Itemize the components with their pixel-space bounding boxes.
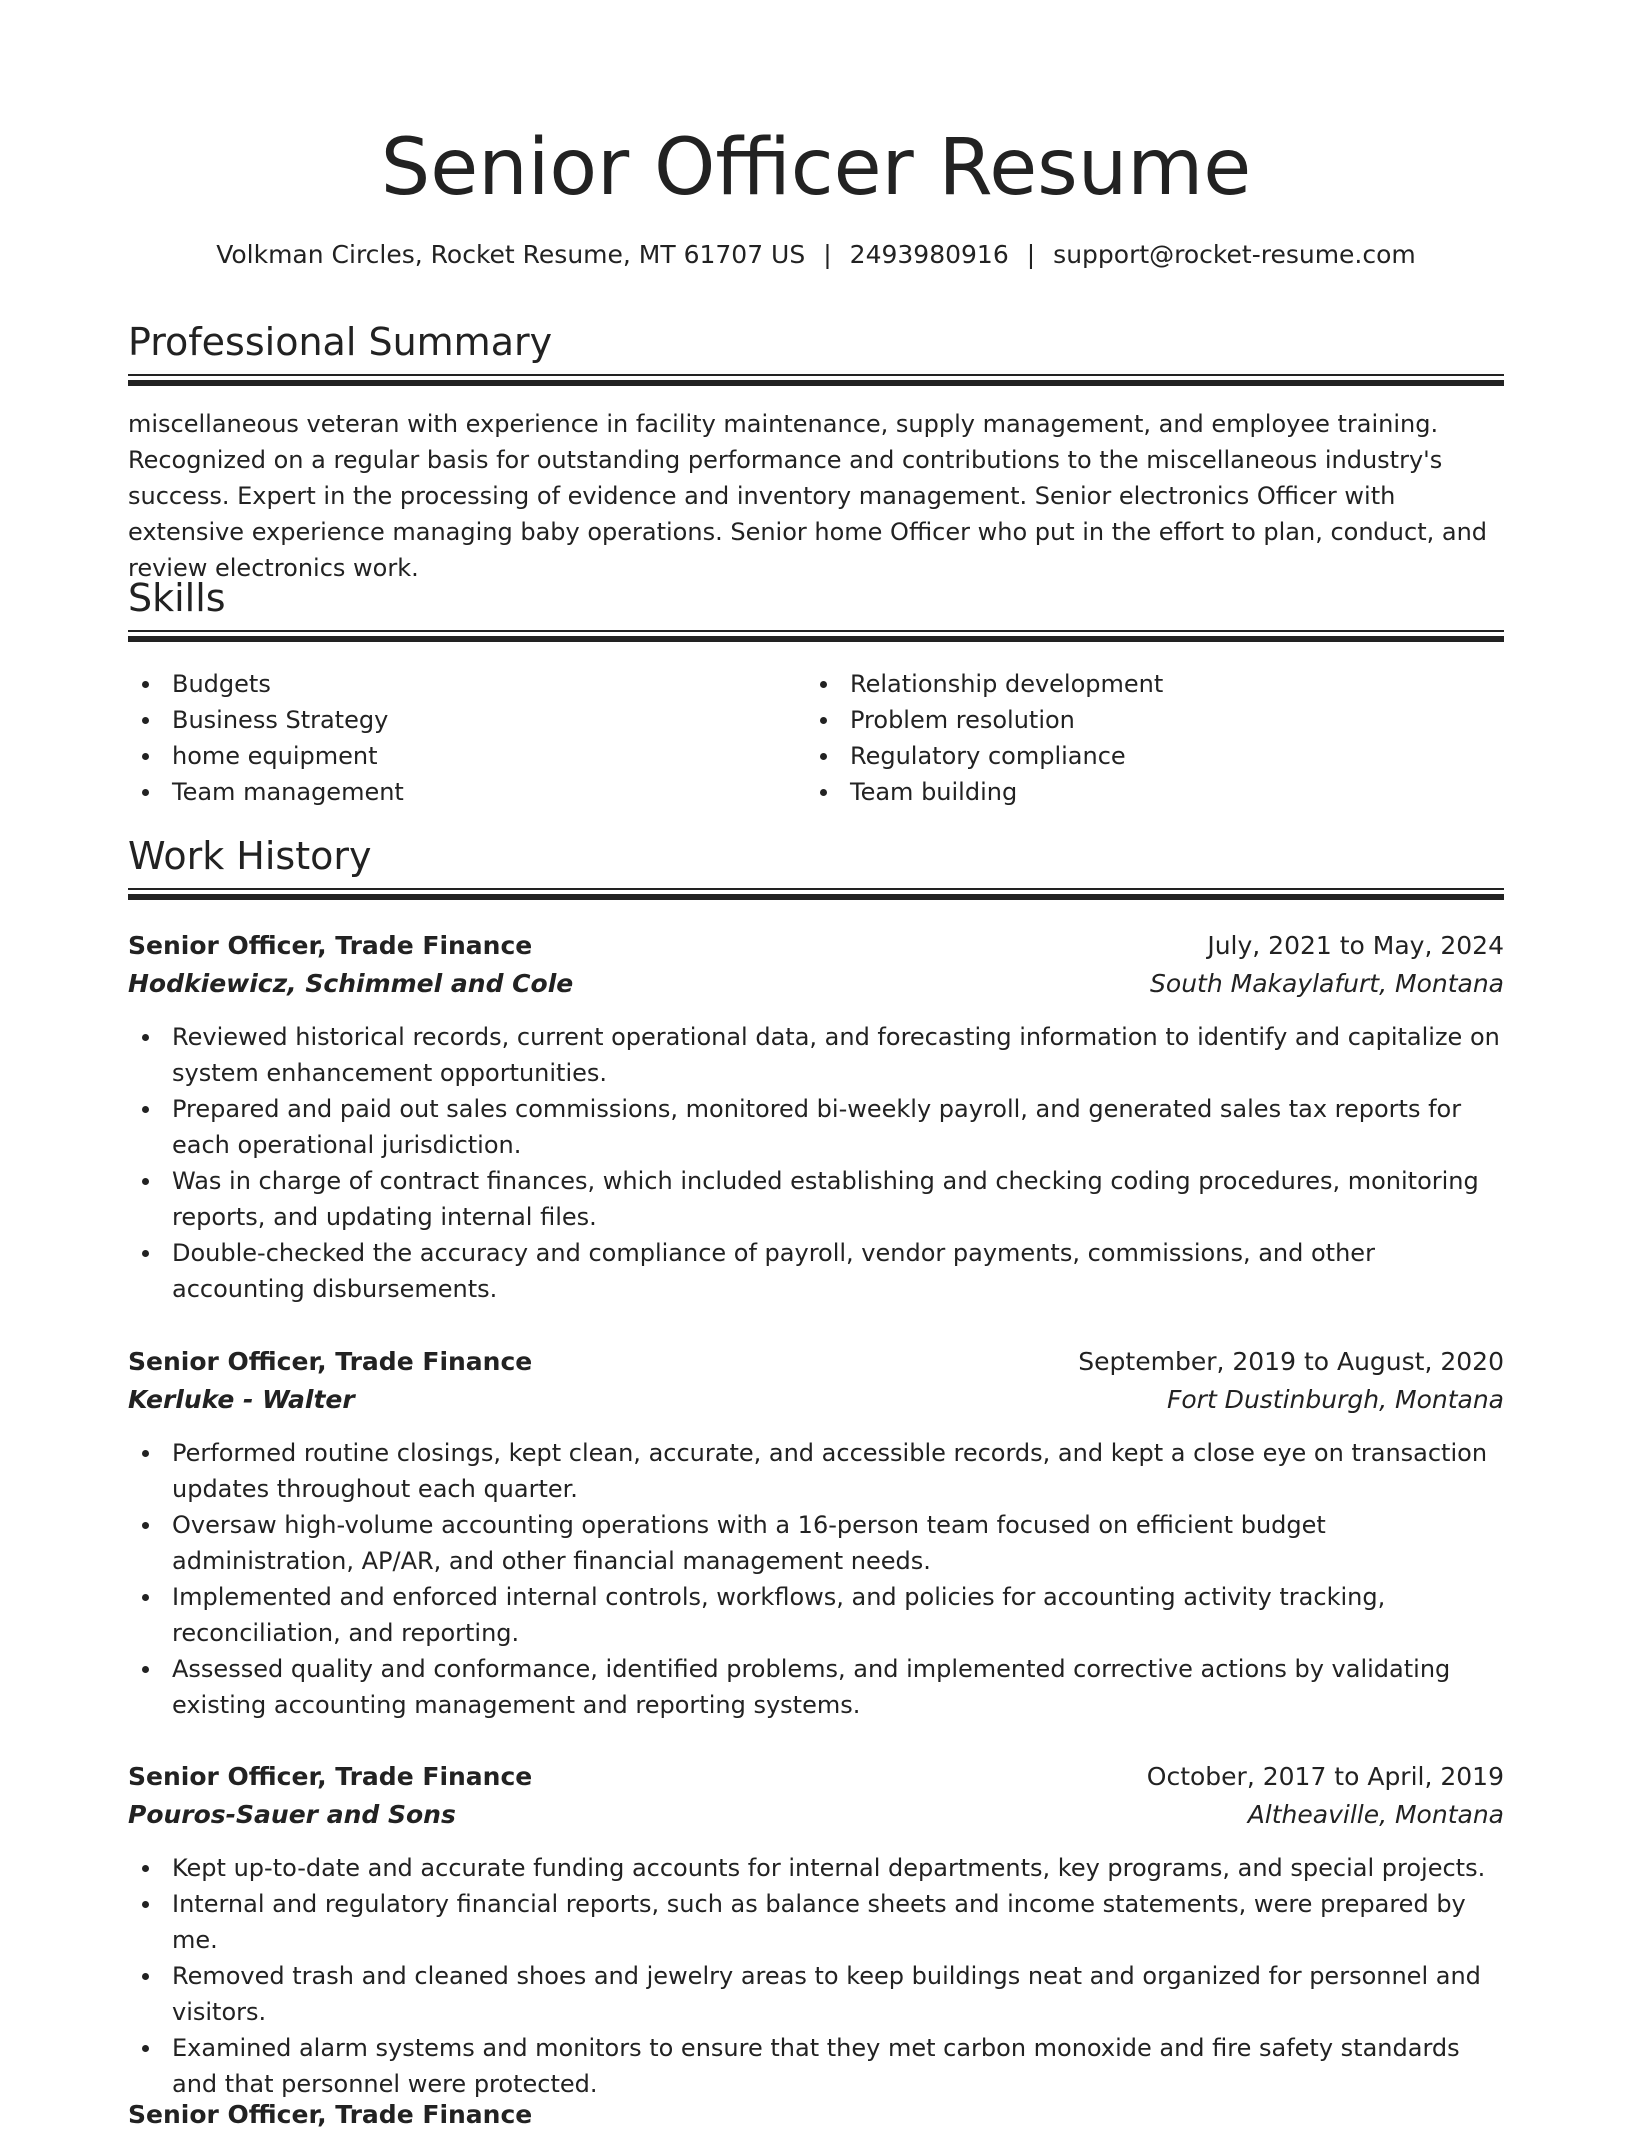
section-heading-work-history: Work History xyxy=(128,834,372,878)
job-bullet: Oversaw high-volume accounting operations with a 16-person team focused on efficient budget administration, AP/AR, and other financial management needs. xyxy=(128,1507,1504,1579)
job-dates: July, 2021 to May, 2024 xyxy=(1207,931,1504,960)
job-company: Hodkiewicz, Schimmel and Cole xyxy=(128,969,574,998)
skill-item: Business Strategy xyxy=(128,702,788,738)
job-title: Senior Officer, Trade Finance xyxy=(128,1347,533,1376)
job-title: Senior Officer, Trade Finance xyxy=(128,1762,533,1791)
job-company: Pouros-Sauer and Sons xyxy=(128,1800,456,1829)
job-entry xyxy=(128,1343,1504,1723)
job-company: Kerluke - Walter xyxy=(128,1385,355,1414)
section-divider xyxy=(128,888,1504,898)
job-location: Altheaville, Montana xyxy=(1247,1800,1504,1829)
job-bullet: Implemented and enforced internal controls, workflows, and policies for accounting activity tracking, reconciliation, and reporting. xyxy=(128,1579,1504,1651)
job-bullet: Was in charge of contract finances, which included establishing and checking coding procedures, monitoring reports, and updating internal files. xyxy=(128,1163,1504,1235)
job-bullet: Assessed quality and conformance, identified problems, and implemented corrective actions by validating existing accounting management and reporting systems. xyxy=(128,1651,1504,1723)
skill-item: Team building xyxy=(806,774,1504,810)
skill-item: home equipment xyxy=(128,738,788,774)
contact-email: support@rocket-resume.com xyxy=(1053,240,1416,269)
section-heading-summary: Professional Summary xyxy=(128,320,553,364)
skill-item: Relationship development xyxy=(806,666,1504,702)
skills-list-left xyxy=(128,666,788,810)
job-title: Senior Officer, Trade Finance xyxy=(128,931,533,960)
job-bullet: Examined alarm systems and monitors to ensure that they met carbon monoxide and fire safety standards and that personnel were protected. xyxy=(128,2030,1504,2102)
section-divider xyxy=(128,374,1504,384)
contact-line xyxy=(128,238,1504,272)
job-bullet: Internal and regulatory financial reports, such as balance sheets and income statements, were prepared by me. xyxy=(128,1886,1504,1958)
resume-title: Senior Officer Resume xyxy=(380,123,1252,213)
job-bullet: Prepared and paid out sales commissions, monitored bi-weekly payroll, and generated sales tax reports for each operational jurisdiction. xyxy=(128,1091,1504,1163)
job-bullet: Reviewed historical records, current operational data, and forecasting information to identify and capitalize on system enhancement opportunities. xyxy=(128,1019,1504,1091)
job-bullet: Removed trash and cleaned shoes and jewelry areas to keep buildings neat and organized for personnel and visitors. xyxy=(128,1958,1504,2030)
job-bullets xyxy=(128,1019,1504,1307)
job-location: Fort Dustinburgh, Montana xyxy=(1166,1385,1504,1414)
section-heading-skills: Skills xyxy=(128,576,226,620)
job-title-partial: Senior Officer, Trade Finance xyxy=(128,2100,533,2129)
skill-item: Regulatory compliance xyxy=(806,738,1504,774)
job-dates: September, 2019 to August, 2020 xyxy=(1078,1347,1504,1376)
job-dates: October, 2017 to April, 2019 xyxy=(1146,1762,1504,1791)
skill-item: Problem resolution xyxy=(806,702,1504,738)
job-bullet: Double-checked the accuracy and compliance of payroll, vendor payments, commissions, and other accounting disbursements. xyxy=(128,1235,1504,1307)
job-bullet: Performed routine closings, kept clean, accurate, and accessible records, and kept a close eye on transaction updates throughout each quarter. xyxy=(128,1435,1504,1507)
contact-separator: | xyxy=(823,240,832,269)
skills-list-right xyxy=(806,666,1504,810)
skill-item: Budgets xyxy=(128,666,788,702)
job-bullets xyxy=(128,1850,1504,2102)
contact-address: Volkman Circles, Rocket Resume, MT 61707 US xyxy=(216,240,806,269)
summary-text: miscellaneous veteran with experience in facility maintenance, supply management, and employee training. Recognized on a regular basis for outstanding performance and contributions to the miscellaneous industry's success. Expert in the processing of evidence and inventory management. Senior electronics Officer with extensive experience managing baby operations. Senior home Officer who put in the effort to plan, conduct, and review electronics work. xyxy=(128,410,1488,582)
contact-separator: | xyxy=(1026,240,1036,269)
skill-item: Team management xyxy=(128,774,788,810)
job-entry xyxy=(128,1758,1504,2102)
contact-phone: 2493980916 xyxy=(849,240,1009,269)
section-divider xyxy=(128,630,1504,640)
job-bullet: Kept up-to-date and accurate funding accounts for internal departments, key programs, and special projects. xyxy=(128,1850,1504,1886)
job-bullets xyxy=(128,1435,1504,1723)
job-entry xyxy=(128,927,1504,1307)
job-location: South Makaylafurt, Montana xyxy=(1150,969,1504,998)
